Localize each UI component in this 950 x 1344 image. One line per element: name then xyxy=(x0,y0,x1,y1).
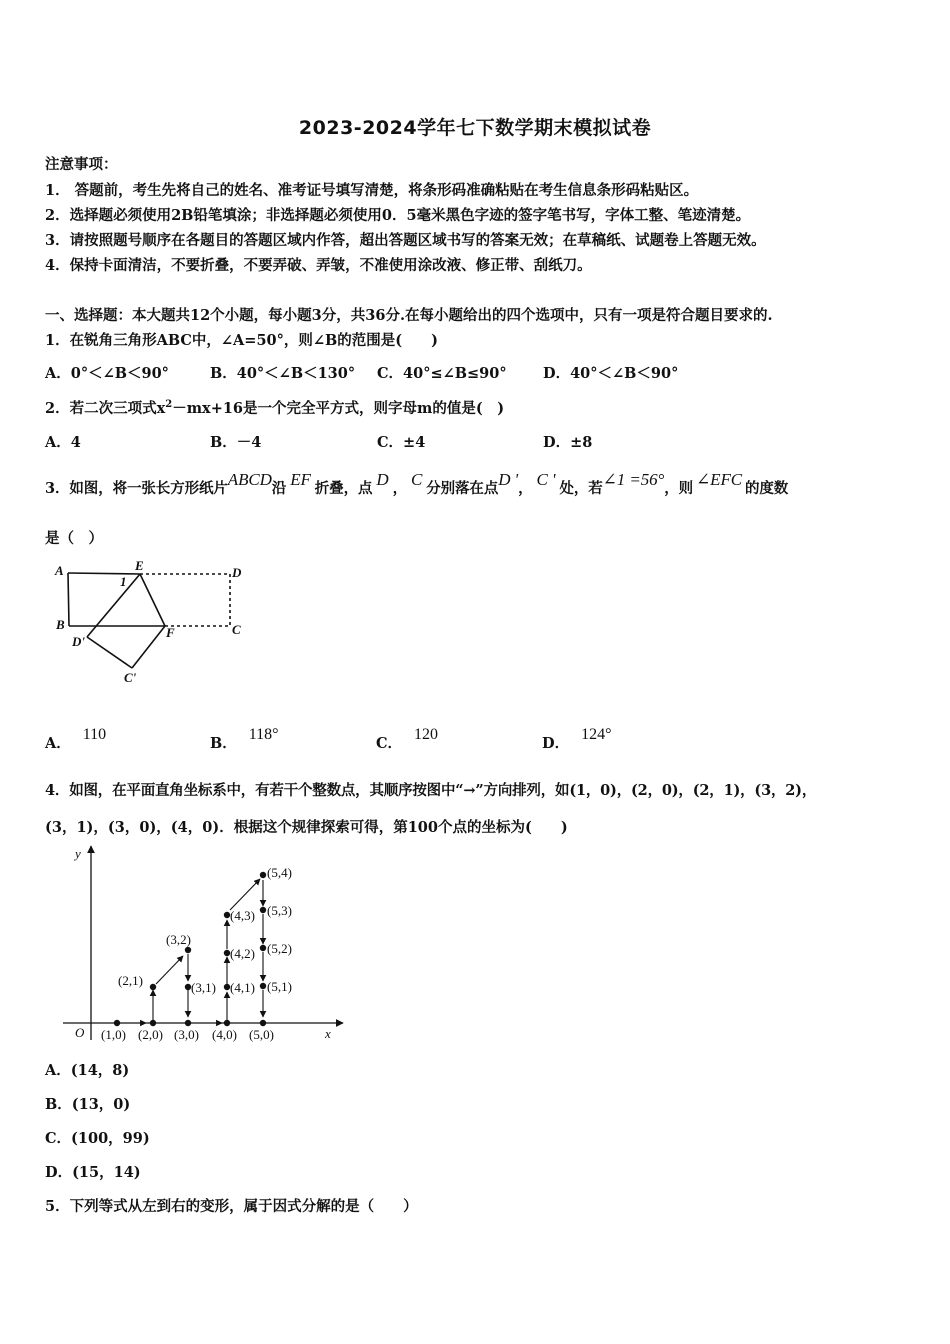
q3-fig-edge-ae xyxy=(68,573,140,574)
notice-item-3: 3．请按照题号顺序在各题目的答题区域内作答，超出答题区域书写的答案无效；在草稿纸、试题卷上答题无效。 xyxy=(45,232,766,249)
q3-math-abcd: ABCD xyxy=(227,470,272,489)
q1-option-b: B．40°＜∠B＜130° xyxy=(210,365,356,382)
q3-text-4: ， xyxy=(392,480,407,497)
q2-superscript: 2 xyxy=(165,399,173,411)
q3-fig-label-c-prime: C' xyxy=(124,670,137,685)
q4-point-1-0 xyxy=(114,1020,120,1026)
notice-item-2: 2．选择题必须使用2B铅笔填涂；非选择题必须使用0．5毫米黑色字迹的签字笔书写，字体工整、笔迹清楚。 xyxy=(45,207,751,224)
q4-stem-line-2: (3，1)，(3，0)，(4，0)．根据这个规律探索可得，第100个点的坐标为( ) xyxy=(45,819,568,836)
q3-option-a-value: 110 xyxy=(82,726,107,743)
q3-option-c-value: 120 xyxy=(414,726,439,743)
page-title: 2023-2024学年七下数学期末模拟试卷 xyxy=(298,117,652,139)
q3-option-c xyxy=(376,726,439,753)
q4-label-4-2: (4,2) xyxy=(230,946,255,961)
q4-label-5-3: (5,3) xyxy=(267,903,292,918)
q3-fig-label-d: D xyxy=(232,565,242,580)
q3-math-c: C xyxy=(410,470,423,489)
q1-option-d: D．40°＜∠B＜90° xyxy=(543,365,679,382)
q3-fig-edge-ab xyxy=(68,573,69,626)
q3-math-angle-efc: ∠EFC xyxy=(696,470,742,489)
q3-text-5: 分别落在点 xyxy=(426,480,499,497)
q3-text-3: 折叠，点 xyxy=(314,480,373,497)
q4-label-3-0: (3,0) xyxy=(174,1027,199,1042)
q3-option-a xyxy=(45,726,107,753)
q4-point-3-0 xyxy=(185,1020,191,1026)
q1-option-a: A．0°＜∠B＜90° xyxy=(45,365,169,382)
notice-heading: 注意事项： xyxy=(45,156,118,173)
q3-figure xyxy=(50,555,260,690)
q3-math-d-prime: D ' xyxy=(498,470,519,489)
q4-axis-label-y: y xyxy=(75,846,81,861)
q4-option-c: C．(100，99) xyxy=(45,1130,150,1147)
q2-stem xyxy=(45,397,504,418)
q3-option-a-letter: A． xyxy=(45,735,71,752)
q3-text-8: ，则 xyxy=(664,480,694,497)
q3-fig-label-b: B xyxy=(56,617,65,632)
q3-option-c-letter: C． xyxy=(376,735,403,752)
q3-option-b xyxy=(210,726,279,753)
q3-text-1: 3．如图，将一张长方形纸片 xyxy=(45,480,228,497)
q3-stem-continued: 是（ ） xyxy=(45,530,103,547)
q4-label-3-2: (3,2) xyxy=(166,932,191,947)
q3-math-c-prime: C ' xyxy=(536,470,556,489)
q4-label-5-0: (5,0) xyxy=(249,1027,274,1042)
q4-label-5-1: (5,1) xyxy=(267,979,292,994)
q2-option-c: C．±4 xyxy=(377,434,426,451)
q3-fig-label-a: A xyxy=(55,563,64,578)
q2-option-d: D．±8 xyxy=(543,434,593,451)
q3-math-angle-1: ∠1 =56° xyxy=(602,470,665,489)
q3-text-6: ， xyxy=(518,480,533,497)
q3-fig-edge-ed-prime xyxy=(87,574,140,637)
q4-point-5-3 xyxy=(260,907,266,913)
q3-fig-label-c: C xyxy=(232,622,241,637)
q4-option-a: A．(14，8) xyxy=(45,1062,130,1079)
notice-item-1: 1． 答题前，考生先将自己的姓名、准考证号填写清楚，将条形码准确粘贴在考生信息条形码粘贴区。 xyxy=(45,182,699,199)
q4-point-2-1 xyxy=(150,984,156,990)
q2-stem-a: 2．若二次三项式x xyxy=(45,400,166,417)
q3-fig-label-f: F xyxy=(166,625,175,640)
q1-stem: 1．在锐角三角形ABC中，∠A=50°，则∠B的范围是( ) xyxy=(45,332,439,349)
q4-arrow-3 xyxy=(156,956,183,984)
q4-axis-label-x: x xyxy=(325,1026,331,1041)
q2-option-b: B．－4 xyxy=(210,434,262,451)
q4-arrow-10 xyxy=(230,879,260,910)
q3-option-b-value: 118° xyxy=(248,726,279,743)
q3-fig-label-d-prime: D' xyxy=(72,634,85,649)
q3-option-d-letter: D． xyxy=(542,735,570,752)
q2-stem-b: －mx+16是一个完全平方式，则字母m的值是( ) xyxy=(172,400,505,417)
q3-math-ef: EF xyxy=(290,470,311,489)
q4-point-3-2 xyxy=(185,947,191,953)
q4-option-d: D．(15，14) xyxy=(45,1164,141,1181)
q3-stem xyxy=(45,470,789,498)
q3-text-9: 的度数 xyxy=(744,480,789,497)
q3-fig-edge-d-prime-c-prime xyxy=(87,637,132,668)
q3-text-7: 处，若 xyxy=(559,480,603,497)
q3-option-d xyxy=(542,726,612,753)
q4-label-1-0: (1,0) xyxy=(101,1027,126,1042)
q3-fig-label-e: E xyxy=(135,558,144,573)
q4-point-5-4 xyxy=(260,872,266,878)
q4-label-4-0: (4,0) xyxy=(212,1027,237,1042)
q4-point-2-0 xyxy=(150,1020,156,1026)
q4-option-b: B．(13，0) xyxy=(45,1096,131,1113)
q4-point-5-0 xyxy=(260,1020,266,1026)
q1-option-c: C．40°≤∠B≤90° xyxy=(377,365,507,382)
q3-option-b-letter: B． xyxy=(210,735,237,752)
q3-text-2: 沿 xyxy=(271,480,287,497)
q3-fig-label-angle-1: 1 xyxy=(120,574,127,589)
q4-point-5-2 xyxy=(260,945,266,951)
q4-label-3-1: (3,1) xyxy=(191,980,216,995)
q3-fig-edge-c-prime-f xyxy=(132,626,165,668)
q2-option-a: A．4 xyxy=(45,434,81,451)
q4-label-5-4: (5,4) xyxy=(267,865,292,880)
q4-stem-line-1: 4．如图，在平面直角坐标系中，有若干个整数点，其顺序按图中“→”方向排列，如(1，0)，(2，0)，(2，1)，(3，2)， xyxy=(45,782,817,799)
q4-label-4-3: (4,3) xyxy=(230,908,255,923)
q4-point-4-0 xyxy=(224,1020,230,1026)
q3-option-d-value: 124° xyxy=(581,726,612,743)
section-heading: 一、选择题：本大题共12个小题，每小题3分，共36分.在每小题给出的四个选项中，只有一项是符合题目要求的. xyxy=(45,307,773,324)
q4-point-5-1 xyxy=(260,983,266,989)
q5-stem: 5．下列等式从左到右的变形，属于因式分解的是（ ） xyxy=(45,1198,418,1215)
notice-item-4: 4．保持卡面清洁，不要折叠，不要弄破、弄皱，不准使用涂改液、修正带、刮纸刀。 xyxy=(45,257,592,274)
q3-fig-edge-ef xyxy=(140,574,165,626)
q3-math-d: D xyxy=(376,470,389,489)
q4-label-5-2: (5,2) xyxy=(267,941,292,956)
q4-origin-label: O xyxy=(75,1025,85,1040)
q4-label-4-1: (4,1) xyxy=(230,980,255,995)
q4-label-2-0: (2,0) xyxy=(138,1027,163,1042)
q4-figure xyxy=(55,840,355,1050)
q4-label-2-1: (2,1) xyxy=(118,973,143,988)
